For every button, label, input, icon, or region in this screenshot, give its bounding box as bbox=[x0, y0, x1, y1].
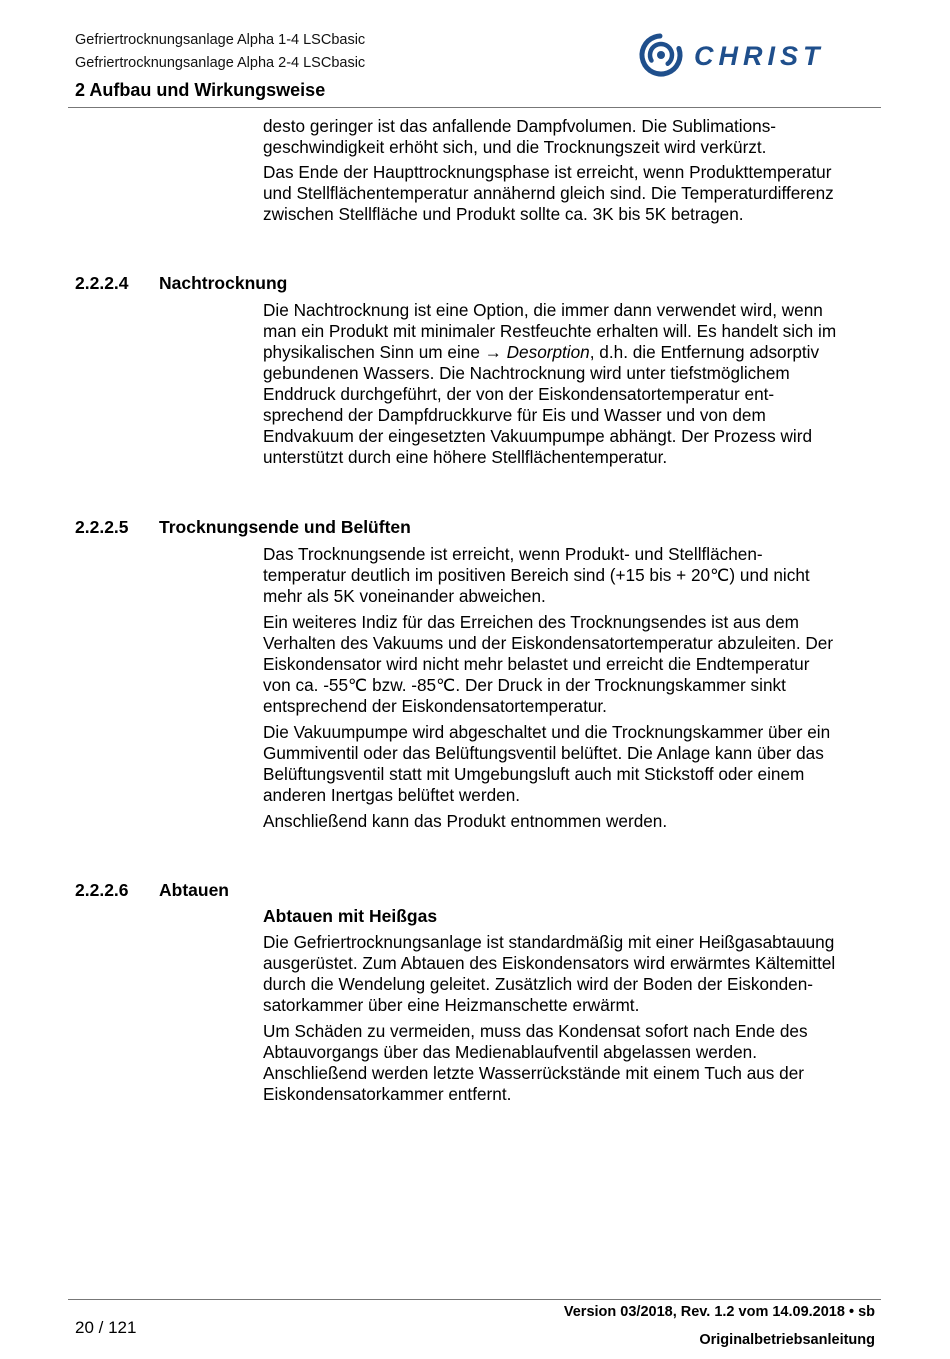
arrow-icon: → bbox=[484, 342, 502, 362]
version-info: Version 03/2018, Rev. 1.2 vom 14.09.2018 • sb bbox=[563, 1304, 875, 1320]
christ-logo bbox=[636, 30, 876, 80]
chapter-heading: 2 Aufbau und Wirkungsweise bbox=[75, 80, 326, 100]
trocknungsende-paragraph-1: Das Trocknungsende ist erreicht, wenn Produkt- und Stellflächen- temperatur deutlich im positiven Bereich sind (+15 bis + 20℃) und nicht mehr als 5K voneinander abweichen. bbox=[263, 544, 810, 606]
intro-paragraph-2: Das Ende der Haupttrocknungsphase ist erreicht, wenn Produkttemperatur und Stellflächentemperatur annähernd gleich sind. Die Temperaturdifferenz zwischen Stellfläche und Produkt sollte ca. 3K bis 5K betragen. bbox=[263, 162, 834, 224]
document-type: Originalbetriebsanleitung bbox=[699, 1332, 875, 1348]
trocknungsende-paragraph-3: Die Vakuumpumpe wird abgeschaltet und die Trocknungskammer über ein Gummiventil oder das Belüftungsventil belüftet. Die Anlage kann über das Belüftungsventil statt mit Umgebungsluft auch mit Stickstoff oder einem anderen Inertgas belüftet werden. bbox=[263, 722, 831, 805]
abtauen-paragraph-2: Um Schäden zu vermeiden, muss das Kondensat sofort nach Ende des Abtauvorgangs über das Medienablaufventil abgelassen werden. Anschließend werden letzte Wasserrückstände mit einem Tuch aus der Eiskondensatorkammer entfernt. bbox=[263, 1021, 808, 1104]
header-divider bbox=[68, 107, 881, 108]
subheading-abtauen-heissgas: Abtauen mit Heißgas bbox=[263, 906, 438, 926]
heading-trocknungsende: 2.2.2.5 Trocknungsende und Belüften bbox=[75, 517, 411, 537]
footer-divider bbox=[68, 1299, 881, 1300]
nachtrocknung-paragraph: Die Nachtrocknung ist eine Option, die immer dann verwendet wird, wenn man ein Produkt mit minimaler Restfeuchte erhalten will. Es handelt sich im physikalischen Sinn um eine → Desorption, d.h. die Entfernung adsorptiv gebundenen Wassers. Die Nachtrocknung wird unter tiefstmöglichem Enddruck durchgeführt, der von der Eiskondensatortemperatur ent- sprechend der Dampfdruckkurve für Eis und Wasser und von dem Endvakuum der eingesetzten Vakuumpumpe abhängt. Der Prozess wird unterstützt durch eine höhere Stellflächentemperatur. bbox=[263, 300, 837, 467]
trocknungsende-paragraph-4: Anschließend kann das Produkt entnommen werden. bbox=[263, 811, 668, 831]
header-model-line-2: Gefriertrocknungsanlage Alpha 2-4 LSCbasic bbox=[75, 55, 366, 71]
header-model-line-1: Gefriertrocknungsanlage Alpha 1-4 LSCbasic bbox=[75, 32, 366, 48]
abtauen-paragraph-1: Die Gefriertrocknungsanlage ist standardmäßig mit einer Heißgasabtauung ausgerüstet. Zum Abtauen des Eiskondensators wird erwärmtes Kältemittel durch die Wendelung geleitet. Zusätzlich wird der Boden der Eiskonden- satorkammer über eine Heizmanschette erwärmt. bbox=[263, 932, 836, 1015]
trocknungsende-paragraph-2: Ein weiteres Indiz für das Erreichen des Trocknungsendes ist aus dem Verhalten des Vakuums und der Eiskondensatortemperatur abzuleiten. Der Eiskondensator wird nicht mehr belastet und erreicht die Endtemperatur von ca. -55℃ bzw. -85℃. Der Druck in der Trocknungskammer sinkt entsprechend der Eiskondensatortemperatur. bbox=[263, 612, 834, 716]
logo-wordmark: CHRIST bbox=[694, 41, 825, 71]
heading-abtauen: 2.2.2.6 Abtauen bbox=[75, 880, 229, 900]
intro-paragraph-1: desto geringer ist das anfallende Dampfvolumen. Die Sublimations- geschwindigkeit erhöht sich, und die Trocknungszeit wird verkürzt. bbox=[263, 116, 777, 157]
page-number: 20 / 121 bbox=[75, 1318, 137, 1337]
heading-nachtrocknung: 2.2.2.4 Nachtrocknung bbox=[75, 273, 288, 293]
swirl-logo-icon bbox=[637, 31, 686, 80]
